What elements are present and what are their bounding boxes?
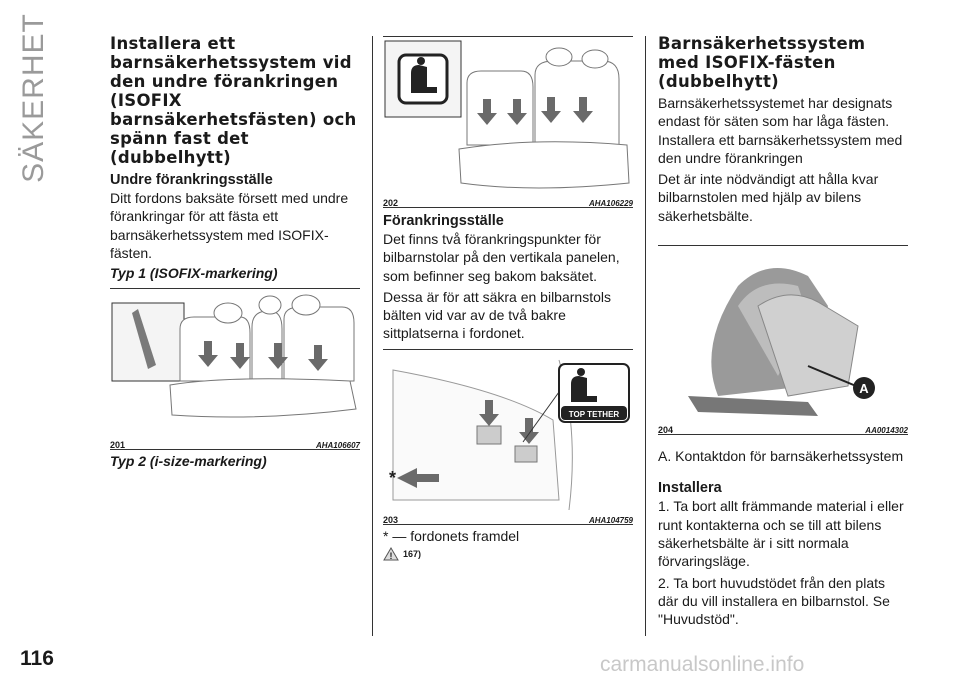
figure-204-code: AA0014302 xyxy=(865,426,908,436)
figure-202-number: 202 xyxy=(383,198,399,208)
section-heading-isofix: Installera ett barnsäkerhetssystem vid den undre förankringen (ISOFIX barnsäkerhetsfästen) och spänn fast det (dubbelhytt) xyxy=(110,34,357,167)
warning-ref-number: 167) xyxy=(403,549,422,560)
figure-201-number: 201 xyxy=(110,440,126,451)
legend-a: A. Kontaktdon för barnsäkerhetssystem xyxy=(658,448,904,465)
subheading-lower-anchorage: Undre förankringsställe xyxy=(110,172,273,188)
body-isofix-2: Det är inte nödvändigt att hålla kvar bilbarnstolen med hjälp av bilens säkerhetsbälte. xyxy=(658,171,879,224)
figure-202 xyxy=(383,36,633,208)
step-2: 2. Ta bort huvudstödet från den plats där du vill installera en bilbarnstol. Se "Huvudstöd". xyxy=(658,574,890,628)
figure-202-seat-illustration xyxy=(383,37,633,195)
page-number: 116 xyxy=(20,647,54,670)
body-anchorage-1: Det finns två förankringspunkter för bilbarnstolar på den vertikala panelen, som befinner seg bakom baksätet. xyxy=(383,231,620,284)
section-tab xyxy=(14,12,54,183)
figure-204-childseat-illustration xyxy=(658,246,908,420)
figure-204 xyxy=(658,245,908,435)
tether-label: TOP TETHER xyxy=(568,409,620,419)
section-heading-dubbelhytt: Barnsäkerhetssystem med ISOFIX-fästen (dubbelhytt) xyxy=(658,34,866,91)
column-1 xyxy=(110,34,360,470)
caption-type2: Typ 2 (i-size-markering) xyxy=(110,453,267,470)
watermark: carmanualsonline.info xyxy=(600,653,805,676)
heading-anchorage: Förankringsställe xyxy=(383,213,504,229)
figure-204-number: 204 xyxy=(658,425,674,436)
body-anchorage-2: Dessa är för att säkra en bilbarnstols bälten vid var av de två bakre sittplatserna i fordonet. xyxy=(383,288,611,342)
figure-201 xyxy=(110,288,360,450)
column-3 xyxy=(658,34,908,628)
footnote-front: * — fordonets framdel xyxy=(383,527,520,544)
column-divider-2 xyxy=(645,36,646,636)
body-lower-anchorage: Ditt fordons baksäte försett med undre förankringar för att fästa ett barnsäkerhetssystem med ISOFIX-fästen. xyxy=(110,190,349,261)
figure-203-code: AHA104759 xyxy=(588,515,633,525)
step-1: 1. Ta bort allt främmande material i eller runt kontakterna och se till att bilens säkerhetsbälte är i sitt normala förvaringsläge. xyxy=(658,498,904,570)
warning-triangle-icon xyxy=(383,547,399,561)
figure-203-number: 203 xyxy=(383,514,399,525)
figure-201-seat-illustration xyxy=(110,289,360,437)
figure-202-code: AHA106229 xyxy=(588,199,633,208)
column-divider-1 xyxy=(372,36,373,636)
caption-type1: Typ 1 (ISOFIX-markering) xyxy=(110,265,278,282)
heading-install: Installera xyxy=(658,480,722,497)
figure-203 xyxy=(383,349,633,525)
warning-ref xyxy=(383,547,633,561)
svg-text:!: ! xyxy=(389,551,393,562)
figure-203-star-mark: * xyxy=(389,467,397,488)
section-tab-label: SÄKERHET xyxy=(17,12,50,183)
callout-a: A xyxy=(859,381,869,397)
body-isofix-1: Barnsäkerhetssystemet har designats endast för säten som har låga fästen. Installera ett barnsäkerhetssystem med den undre förankringen xyxy=(658,95,903,166)
figure-203-tether-illustration xyxy=(383,350,633,512)
column-2 xyxy=(383,36,633,561)
figure-201-code: AHA106607 xyxy=(315,441,360,451)
